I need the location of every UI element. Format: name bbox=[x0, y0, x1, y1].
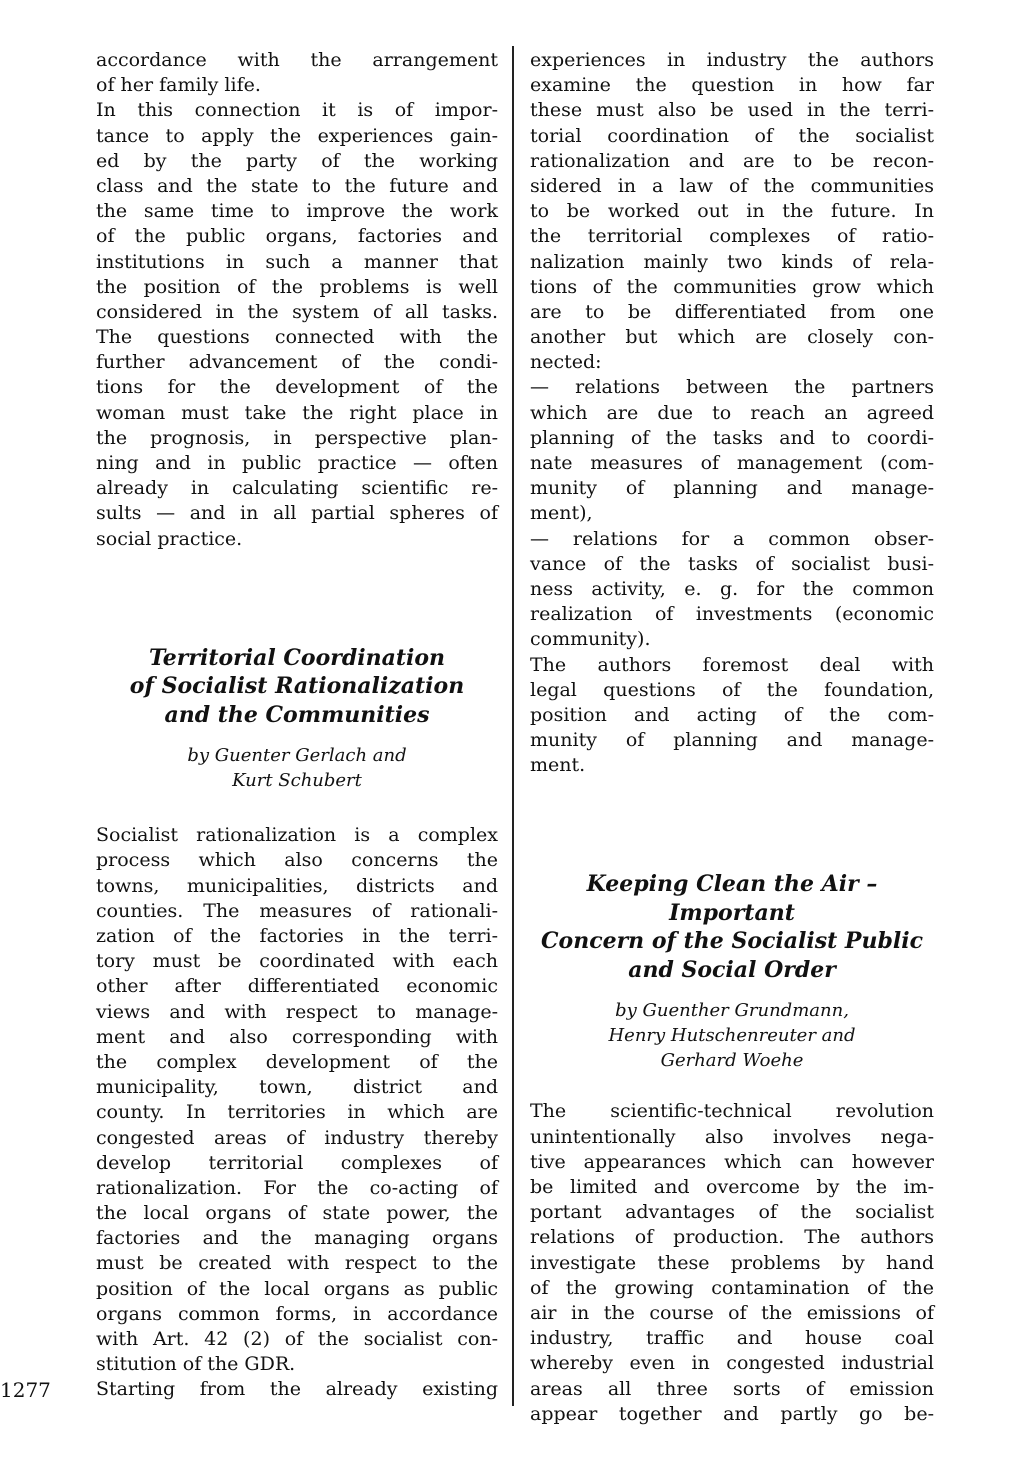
text-line: considered in the system of all tasks. bbox=[96, 300, 498, 323]
text-line: organs common forms, in accordance bbox=[96, 1302, 498, 1325]
text-line: nate measures of management (com- bbox=[530, 452, 934, 474]
article-byline bbox=[96, 743, 498, 793]
text-line: of her family life. bbox=[96, 74, 261, 97]
text-line: experiences in industry the authors bbox=[530, 49, 934, 71]
text-line: community). bbox=[530, 628, 651, 651]
text-line: the territorial complexes of ratio- bbox=[530, 225, 934, 248]
text-line: towns, municipalities, districts and bbox=[96, 874, 498, 897]
title-line: and Social Order bbox=[628, 956, 836, 983]
text-line: tory must be coordinated with each bbox=[96, 950, 498, 973]
text-line: these must also be used in the terri- bbox=[530, 99, 934, 122]
text-line: institutions in such a manner that bbox=[96, 250, 498, 273]
text-line: social practice. bbox=[96, 527, 243, 550]
text-line: position of the local organs as public bbox=[96, 1277, 498, 1300]
text-line: — relations for a common obser- bbox=[530, 527, 934, 550]
text-line: counties. The measures of rationali- bbox=[96, 899, 498, 922]
text-line: rationalization. For the co-acting of bbox=[96, 1176, 498, 1199]
text-line: unintentionally also involves nega- bbox=[530, 1125, 934, 1148]
text-line: be limited and overcome by the im- bbox=[530, 1176, 934, 1198]
text-line: sidered in a law of the communities bbox=[530, 174, 934, 197]
text-line: nalization mainly two kinds of rela- bbox=[530, 250, 934, 273]
text-line: ment and also corresponding with bbox=[96, 1025, 498, 1048]
title-line: of Socialist Rationalization bbox=[129, 673, 465, 700]
text-line: of the public organs, factories and bbox=[96, 225, 498, 248]
title-line: Territorial Coordination bbox=[148, 644, 446, 671]
text-line: further advancement of the condi- bbox=[96, 351, 498, 374]
text-line: class and the state to the future and bbox=[96, 174, 498, 197]
text-line: tions of the communities grow which bbox=[530, 275, 934, 298]
page-number: 1277 bbox=[0, 1378, 51, 1402]
text-line: The questions connected with the bbox=[96, 326, 498, 349]
byline-line: by Guenter Gerlach and bbox=[187, 745, 407, 767]
text-line: accordance with the arrangement bbox=[96, 49, 498, 71]
text-line: nected: bbox=[530, 351, 602, 374]
text-line: appear together and partly go be- bbox=[530, 1402, 934, 1425]
title-line: and the Communities bbox=[164, 701, 430, 728]
text-line: congested areas of industry thereby bbox=[96, 1126, 498, 1149]
text-line: zation of the factories in the terri- bbox=[96, 925, 498, 947]
text-line: investigate these problems by hand bbox=[530, 1251, 934, 1274]
text-line: county. In territories in which are bbox=[96, 1101, 498, 1124]
text-line: tive appearances which can however bbox=[530, 1150, 934, 1173]
article-heading-air bbox=[530, 870, 934, 1073]
text-line: which are due to reach an agreed bbox=[530, 401, 934, 424]
text-line: the complex development of the bbox=[96, 1050, 498, 1073]
text-line: views and with respect to manage- bbox=[96, 1000, 498, 1023]
text-line: The authors foremost deal with bbox=[530, 653, 934, 676]
article-body bbox=[530, 1099, 934, 1426]
text-line: planning of the tasks and to coordi- bbox=[530, 426, 934, 449]
text-line: of the growing contamination of the bbox=[530, 1276, 934, 1299]
text-line: munity of planning and manage- bbox=[530, 729, 934, 752]
title-line: Concern of the Socialist Public bbox=[541, 928, 923, 955]
text-line: ning and in public practice — often bbox=[96, 452, 498, 474]
text-line: — relations between the partners bbox=[530, 376, 934, 399]
continuation-paragraph bbox=[530, 48, 934, 778]
text-line: must be created with respect to the bbox=[96, 1252, 498, 1275]
article-title bbox=[530, 870, 934, 984]
text-line: legal questions of the foundation, bbox=[530, 678, 934, 701]
text-line: ed by the party of the working bbox=[96, 149, 498, 172]
left-column bbox=[96, 48, 498, 1403]
text-line: tions for the development of the bbox=[96, 376, 498, 399]
text-line: Socialist rationalization is a complex bbox=[96, 824, 498, 847]
byline-line: by Guenther Grundmann, bbox=[615, 1000, 849, 1022]
text-line: whereby even in congested industrial bbox=[530, 1352, 934, 1375]
title-line: Keeping Clean the Air – Important bbox=[586, 871, 878, 926]
text-line: the same time to improve the work bbox=[96, 200, 498, 223]
article-heading-territorial bbox=[96, 644, 498, 794]
text-line: the position of the problems is well bbox=[96, 275, 498, 298]
text-line: ment), bbox=[530, 502, 593, 525]
text-line: process which also concerns the bbox=[96, 849, 498, 872]
text-line: position and acting of the com- bbox=[530, 703, 934, 726]
text-line: sults — and in all partial spheres of bbox=[96, 502, 498, 525]
column-divider bbox=[512, 46, 514, 1406]
text-line: relations of production. The authors bbox=[530, 1226, 934, 1249]
text-line: other after differentiated economic bbox=[96, 975, 498, 998]
text-line: woman must take the right place in bbox=[96, 401, 498, 424]
text-line: vance of the tasks of socialist busi- bbox=[530, 552, 934, 575]
text-line: portant advantages of the socialist bbox=[530, 1201, 934, 1224]
byline-line: Gerhard Woehe bbox=[660, 1050, 804, 1072]
right-column bbox=[530, 48, 934, 1427]
byline-line: Henry Hutschenreuter and bbox=[608, 1025, 856, 1047]
text-line: another but which are closely con- bbox=[530, 326, 934, 349]
intro-paragraph bbox=[96, 48, 498, 98]
article-body bbox=[96, 823, 498, 1402]
byline-line: Kurt Schubert bbox=[232, 770, 362, 792]
text-line: are to be differentiated from one bbox=[530, 300, 934, 323]
text-line: stitution of the GDR. bbox=[96, 1353, 296, 1376]
article-title bbox=[96, 644, 498, 730]
text-line: rationalization and are to be recon- bbox=[530, 149, 934, 172]
text-line: municipality, town, district and bbox=[96, 1076, 498, 1099]
paragraph bbox=[96, 98, 498, 551]
text-line: factories and the managing organs bbox=[96, 1227, 498, 1250]
text-line: with Art. 42 (2) of the socialist con- bbox=[96, 1328, 498, 1350]
text-line: realization of investments (economic bbox=[530, 603, 934, 626]
text-line: tance to apply the experiences gain- bbox=[96, 124, 498, 147]
text-line: to be worked out in the future. In bbox=[530, 200, 934, 223]
text-line: already in calculating scientific re- bbox=[96, 477, 498, 500]
text-line: torial coordination of the socialist bbox=[530, 124, 934, 147]
article-byline bbox=[530, 998, 934, 1073]
text-line: industry, traffic and house coal bbox=[530, 1327, 934, 1350]
text-line: In this connection it is of impor- bbox=[96, 99, 498, 122]
text-line: develop territorial complexes of bbox=[96, 1151, 498, 1174]
text-line: Starting from the already existing bbox=[96, 1378, 498, 1401]
text-line: the local organs of state power, the bbox=[96, 1202, 498, 1225]
text-line: ment. bbox=[530, 754, 586, 777]
text-line: ness activity, e. g. for the common bbox=[530, 577, 934, 600]
text-line: the prognosis, in perspective plan- bbox=[96, 426, 498, 449]
text-line: air in the course of the emissions of bbox=[530, 1301, 934, 1324]
text-line: areas all three sorts of emission bbox=[530, 1377, 934, 1400]
text-line: examine the question in how far bbox=[530, 74, 934, 97]
text-line: The scientific-technical revolution bbox=[530, 1100, 934, 1123]
text-line: munity of planning and manage- bbox=[530, 477, 934, 500]
